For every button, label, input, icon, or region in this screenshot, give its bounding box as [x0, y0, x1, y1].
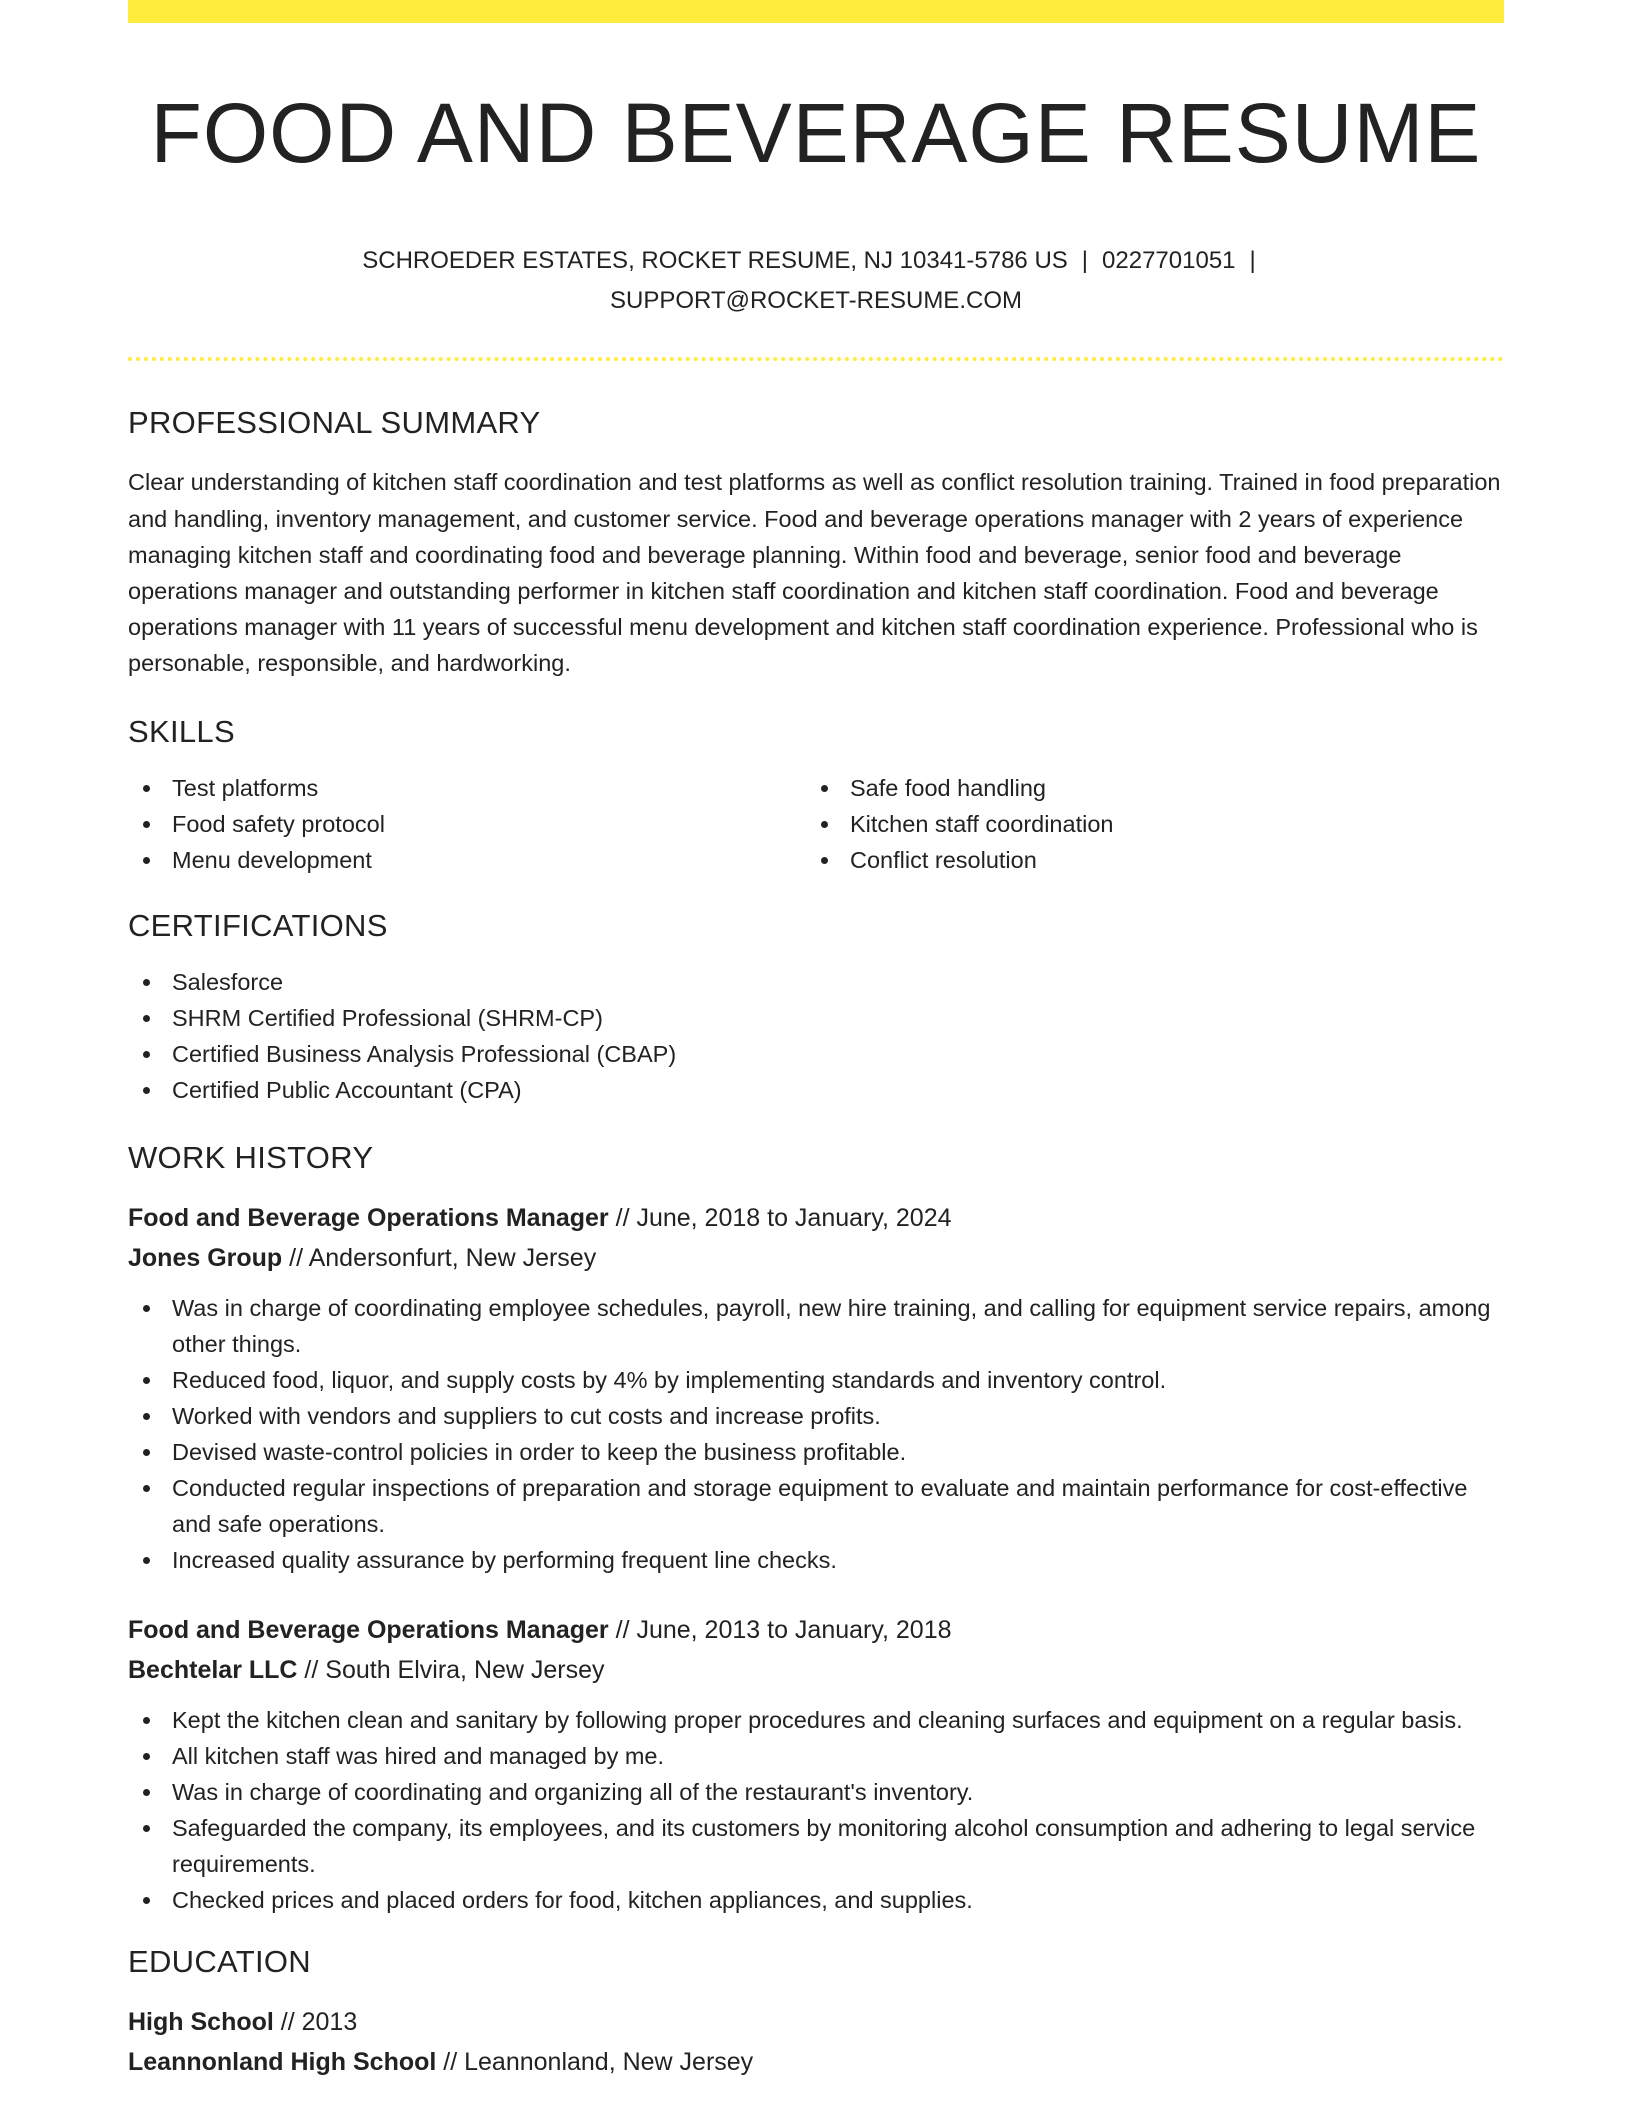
job-company-line [128, 1650, 1504, 1690]
resume-title: FOOD AND BEVERAGE RESUME [150, 86, 1482, 180]
education-school-line [128, 2042, 1504, 2082]
job-duty-item: Safeguarded the company, its employees, and its customers by monitoring alcohol consumption and adhering to legal service requirements. [128, 1810, 1504, 1882]
job-duty-item: Reduced food, liquor, and supply costs by 4% by implementing standards and inventory control. [128, 1362, 1504, 1398]
job-title-line [128, 1610, 1504, 1650]
skill-item: Menu development [128, 842, 806, 878]
job-location: // South Elvira, New Jersey [297, 1655, 605, 1684]
phone: 0227701051 [1102, 247, 1236, 275]
contact-line-2 [128, 281, 1504, 321]
dotted-divider [128, 357, 1504, 361]
certification-item: Certified Public Accountant (CPA) [128, 1072, 1504, 1108]
address: SCHROEDER ESTATES, ROCKET RESUME, NJ 10341-5786 US [362, 247, 1068, 275]
job-location: // Andersonfurt, New Jersey [282, 1243, 597, 1272]
job-dates: // June, 2013 to January, 2018 [608, 1615, 952, 1644]
job-dates: // June, 2018 to January, 2024 [608, 1203, 952, 1232]
certifications-heading: CERTIFICATIONS [128, 907, 388, 943]
job-company-line [128, 1238, 1504, 1278]
skill-item: Safe food handling [806, 770, 1484, 806]
job-duty-item: Conducted regular inspections of preparation and storage equipment to evaluate and maintain performance for cost-effective and safe operations. [128, 1470, 1504, 1542]
education-school: Leannonland High School [128, 2047, 437, 2076]
job-duty-item: All kitchen staff was hired and managed by me. [128, 1738, 1504, 1774]
skills-heading: SKILLS [128, 713, 235, 749]
job-duty-item: Checked prices and placed orders for food, kitchen appliances, and supplies. [128, 1882, 1504, 1918]
education-degree-line [128, 2002, 1504, 2042]
skill-item: Test platforms [128, 770, 806, 806]
skills-column-left [128, 770, 806, 878]
job-duty-item: Worked with vendors and suppliers to cut costs and increase profits. [128, 1398, 1504, 1434]
skill-item: Conflict resolution [806, 842, 1484, 878]
contact-line-1 [128, 241, 1504, 281]
education-year: // 2013 [273, 2007, 358, 2036]
certification-item: Certified Business Analysis Professional (CBAP) [128, 1036, 1504, 1072]
contact-separator: | [1081, 247, 1089, 275]
summary-text: Clear understanding of kitchen staff coordination and test platforms as well as conflict resolution training. Trained in food preparation and handling, inventory management, and customer service. Food and beverage operations manager with 2 years of experience managing kitchen staff and coordinating food and beverage planning. Within food and beverage, senior food and beverage operations manager and outstanding performer in kitchen staff coordination and kitchen staff coordination. Food and beverage operations manager with 11 years of successful menu development and kitchen staff coordination experience. Professional who is personable, responsible, and hardworking. [128, 469, 1501, 677]
certification-item: SHRM Certified Professional (SHRM-CP) [128, 1000, 1504, 1036]
skill-item: Food safety protocol [128, 806, 806, 842]
skills-list [128, 770, 1504, 878]
education-location: // Leannonland, New Jersey [436, 2047, 754, 2076]
resume-page [128, 0, 1504, 2082]
job-duty-item: Devised waste-control policies in order to keep the business profitable. [128, 1434, 1504, 1470]
skills-column-right [806, 770, 1484, 878]
certification-item: Salesforce [128, 964, 1504, 1000]
summary-heading: PROFESSIONAL SUMMARY [128, 405, 541, 441]
job-duties-list [128, 1702, 1504, 1918]
work-history-heading: WORK HISTORY [128, 1139, 374, 1175]
contact-separator: | [1249, 247, 1256, 275]
job-title-line [128, 1198, 1504, 1238]
job-duty-item: Was in charge of coordinating and organizing all of the restaurant's inventory. [128, 1774, 1504, 1810]
email: SUPPORT@ROCKET-RESUME.COM [610, 287, 1022, 315]
job-role: Food and Beverage Operations Manager [128, 1203, 609, 1232]
job-duty-item: Was in charge of coordinating employee schedules, payroll, new hire training, and calling for equipment service repairs, among other things. [128, 1290, 1504, 1362]
education-heading: EDUCATION [128, 1943, 311, 1979]
skill-item: Kitchen staff coordination [806, 806, 1484, 842]
job-duties-list [128, 1290, 1504, 1578]
job-duty-item: Kept the kitchen clean and sanitary by following proper procedures and cleaning surfaces and equipment on a regular basis. [128, 1702, 1504, 1738]
job-role: Food and Beverage Operations Manager [128, 1615, 609, 1644]
job-company: Jones Group [128, 1243, 283, 1272]
education-degree: High School [128, 2007, 274, 2036]
certifications-list [128, 964, 1504, 1108]
top-accent-bar [128, 0, 1504, 23]
job-company: Bechtelar LLC [128, 1655, 298, 1684]
contact-info [128, 241, 1504, 321]
job-duty-item: Increased quality assurance by performing frequent line checks. [128, 1542, 1504, 1578]
